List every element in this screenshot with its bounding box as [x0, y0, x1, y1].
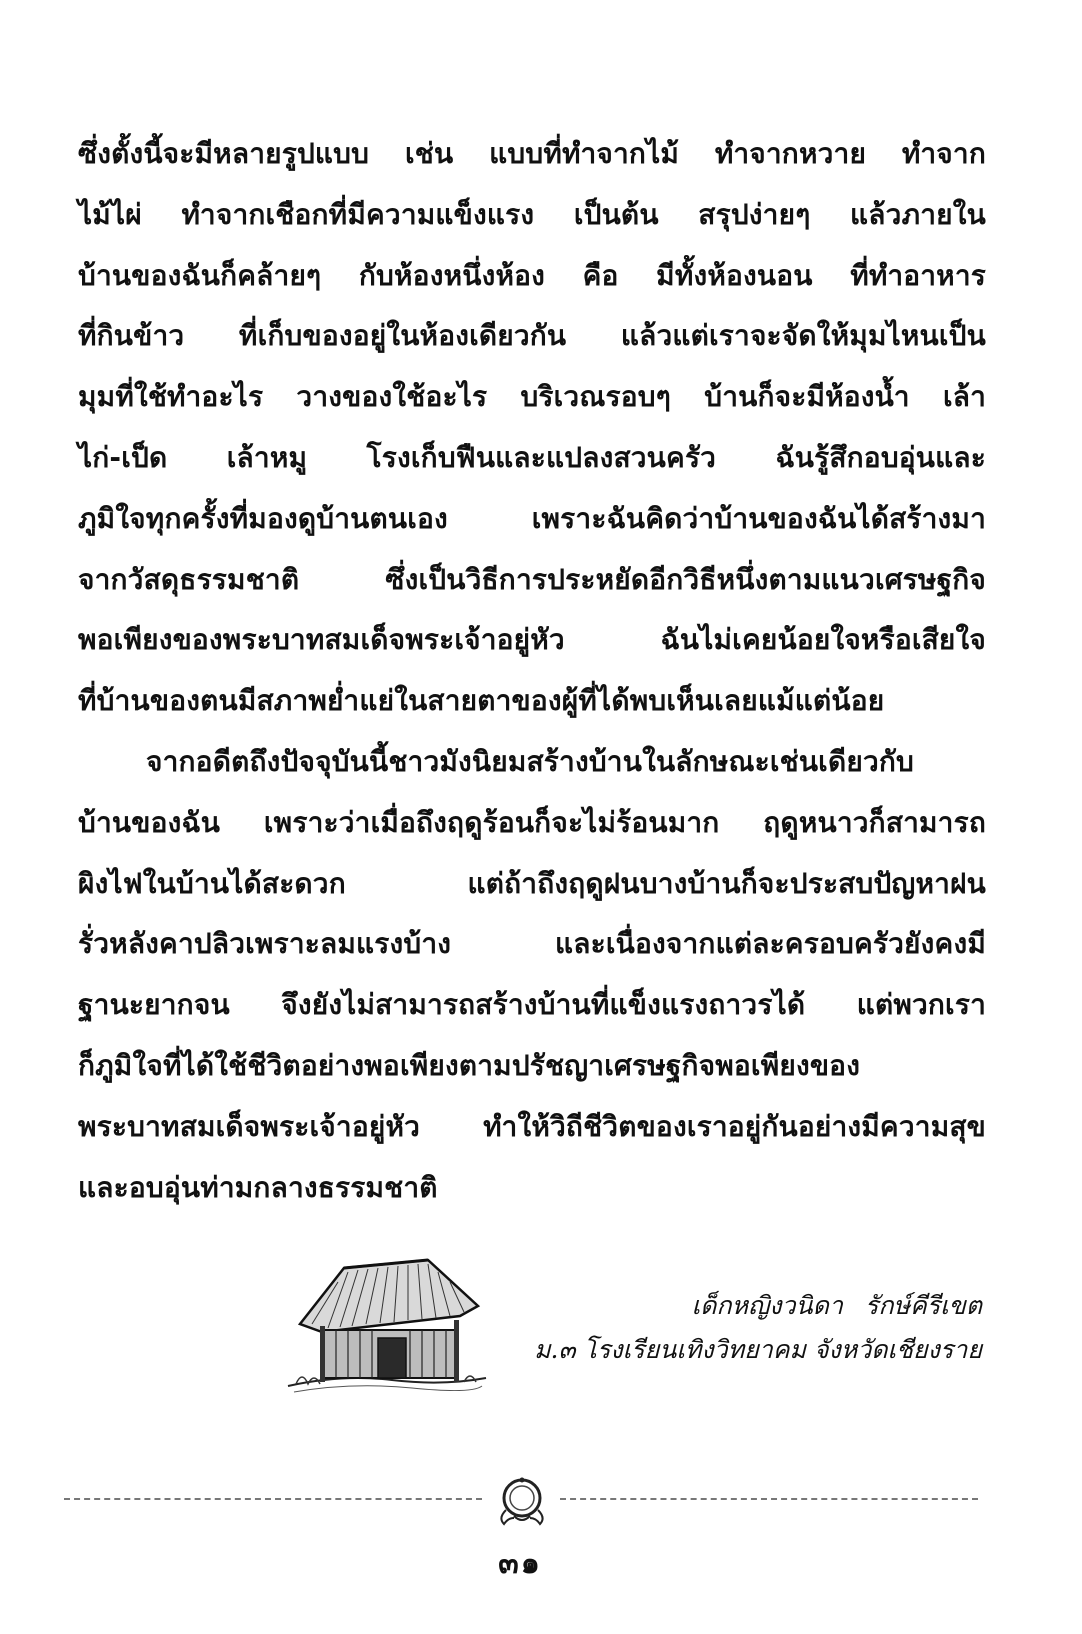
paragraph-line: พอเพียงของพระบาทสมเด็จพระเจ้าอยู่หัว ฉันไม่เคยน้อยใจหรือเสียใจ — [78, 623, 986, 657]
paragraph-2 — [78, 732, 986, 1218]
paragraph-line: ฐานะยากจน จึงยังไม่สามารถสร้างบ้านที่แข็งแรงถาวรได้ แต่พวกเรา — [78, 988, 986, 1022]
author-last-name: รักษ์คีรีเขต — [864, 1291, 982, 1320]
paragraph-line: ผิงไฟในบ้านได้สะดวก แต่ถ้าถึงฤดูฝนบางบ้านก็จะประสบปัญหาฝน — [78, 866, 986, 900]
author-school: ม.๓ โรงเรียนเทิงวิทยาคม จังหวัดเชียงราย — [534, 1335, 982, 1364]
paragraph-line: และอบอุ่นท่ามกลางธรรมชาติ — [78, 1170, 438, 1204]
paragraph-line: มุมที่ใช้ทำอะไร วางของใช้อะไร บริเวณรอบๆ บ้านก็จะมีห้องน้ำ เล้า — [78, 380, 986, 414]
author-name-line — [534, 1284, 982, 1328]
paragraph-line: ที่กินข้าว ที่เก็บของอยู่ในห้องเดียวกัน แล้วแต่เราจะจัดให้มุมไหนเป็น — [78, 319, 986, 353]
paragraph-line: บ้านของฉัน เพราะว่าเมื่อถึงฤดูร้อนก็จะไม่ร้อนมาก ฤดูหนาวก็สามารถ — [78, 805, 986, 839]
footer-divider-left — [64, 1498, 482, 1500]
paragraph-line: ที่บ้านของตนมีสภาพย่ำแย่ในสายตาของผู้ที่ได้พบเห็นเลยแม้แต่น้อย — [78, 684, 885, 718]
paragraph-line: จากวัสดุธรรมชาติ ซึ่งเป็นวิธีการประหยัดอีกวิธีหนึ่งตามแนวเศรษฐกิจ — [78, 562, 986, 596]
paragraph-1 — [78, 124, 986, 732]
paragraph-line: ซึ่งตั้งนี้จะมีหลายรูปแบบ เช่น แบบที่ทำจากไม้ ทำจากหวาย ทำจาก — [78, 137, 986, 170]
paragraph-line: บ้านของฉันก็คล้ายๆ กับห้องหนึ่งห้อง คือ มีทั้งห้องนอน ที่ทำอาหาร — [78, 258, 986, 292]
paragraph-line: ก็ภูมิใจที่ได้ใช้ชีวิตอย่างพอเพียงตามปรัชญาเศรษฐกิจพอเพียงของ — [78, 1048, 861, 1082]
thatched-house-icon — [282, 1246, 492, 1396]
author-signature — [282, 1246, 982, 1396]
footer-divider-right — [560, 1498, 978, 1500]
page-number: ๓๑ — [498, 1546, 542, 1581]
author-credit — [534, 1284, 982, 1372]
paragraph-line: ไก่-เป็ด เล้าหมู โรงเก็บฟืนและแปลงสวนครัว ฉันรู้สึกอบอุ่นและ — [78, 440, 986, 474]
paragraph-line: พระบาทสมเด็จพระเจ้าอยู่หัว ทำให้วิถีชีวิตของเราอยู่กันอย่างมีความสุข — [78, 1109, 986, 1143]
paragraph-line: ไม้ไผ่ ทำจากเชือกที่มีความแข็งแรง เป็นต้น สรุปง่ายๆ แล้วภายใน — [78, 197, 986, 231]
author-first-name: เด็กหญิงวนิดา — [691, 1291, 843, 1320]
body-text — [78, 124, 986, 1218]
paragraph-line: จากอดีตถึงปัจจุบันนี้ชาวมังนิยมสร้างบ้านในลักษณะเช่นเดียวกับ — [146, 744, 914, 778]
round-ornament-icon — [494, 1472, 550, 1528]
paragraph-line: รั่วหลังคาปลิวเพราะลมแรงบ้าง และเนื่องจากแต่ละครอบครัวยังคงมี — [78, 927, 986, 961]
paragraph-line: ภูมิใจทุกครั้งที่มองดูบ้านตนเอง เพราะฉันคิดว่าบ้านของฉันได้สร้างมา — [78, 501, 986, 535]
